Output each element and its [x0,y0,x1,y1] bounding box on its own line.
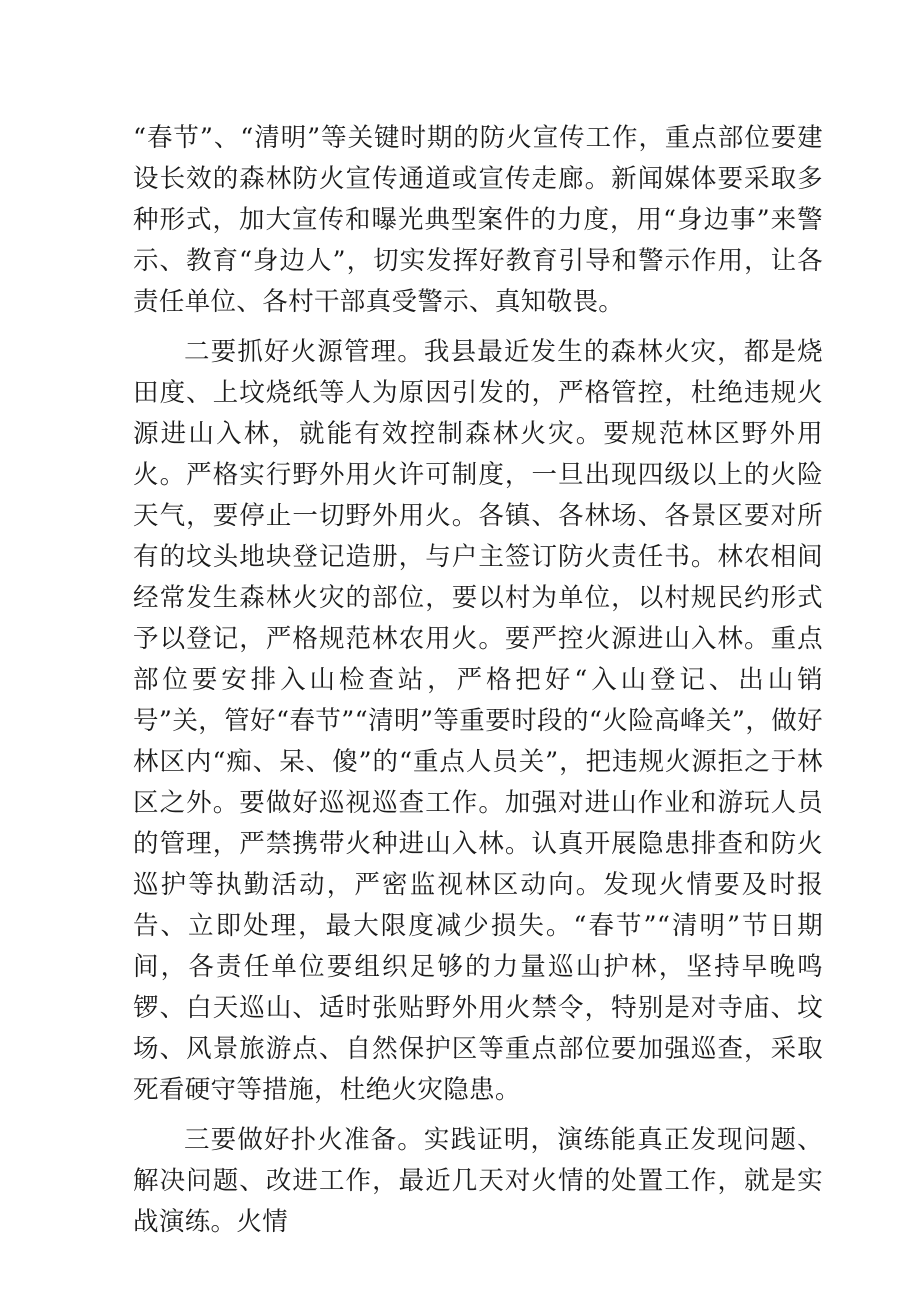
paragraph-fire-source-management: 二要抓好火源管理。我县最近发生的森林火灾，都是烧田度、上坟烧纸等人为原因引发的，严格管控，杜绝违规火源进山入林，就能有效控制森林火灾。要规范林区野外用火。严格实行野外用火许可制度，一旦出现四级以上的火险天气，要停止一切野外用火。各镇、各林场、各景区要对所有的坟头地块登记造册，与户主签订防火责任书。林农相间经常发生森林火灾的部位，要以村为单位，以村规民约形式予以登记，严格规范林农用火。要严控火源进山入林。重点部位要安排入山检查站，严格把好“入山登记、出山销号”关，管好“春节”“清明”等重要时段的“火险高峰关”，做好林区内“痴、呆、傻”的“重点人员关”，把违规火源拒之于林区之外。要做好巡视巡查工作。加强对进山作业和游玩人员的管理，严禁携带火种进山入林。认真开展隐患排查和防火巡护等执勤活动，严密监视林区动向。发现火情要及时报告、立即处理，最大限度减少损失。“春节”“清明”节日期间，各责任单位要组织足够的力量巡山护林，坚持早晚鸣锣、白天巡山、适时张贴野外用火禁令，特别是对寺庙、坟场、风景旅游点、自然保护区等重点部位要加强巡查，采取死看硬守等措施，杜绝火灾隐患。 [133,337,823,1105]
paragraph-continued: “春节”、“清明”等关键时期的防火宣传工作，重点部位要建设长效的森林防火宣传通道或宣传走廊。新闻媒体要采取多种形式，加大宣传和曝光典型案件的力度，用“身边事”来警示、教育“身边人”，切实发挥好教育引导和警示作用，让各责任单位、各村干部真受警示、真知敬畏。 [133,123,823,317]
document-body [133,118,823,1252]
paragraph-firefighting-preparation: 三要做好扑火准备。实践证明，演练能真正发现问题、解决问题、改进工作，最近几天对火情的处置工作，就是实战演练。火情 [133,1125,823,1237]
